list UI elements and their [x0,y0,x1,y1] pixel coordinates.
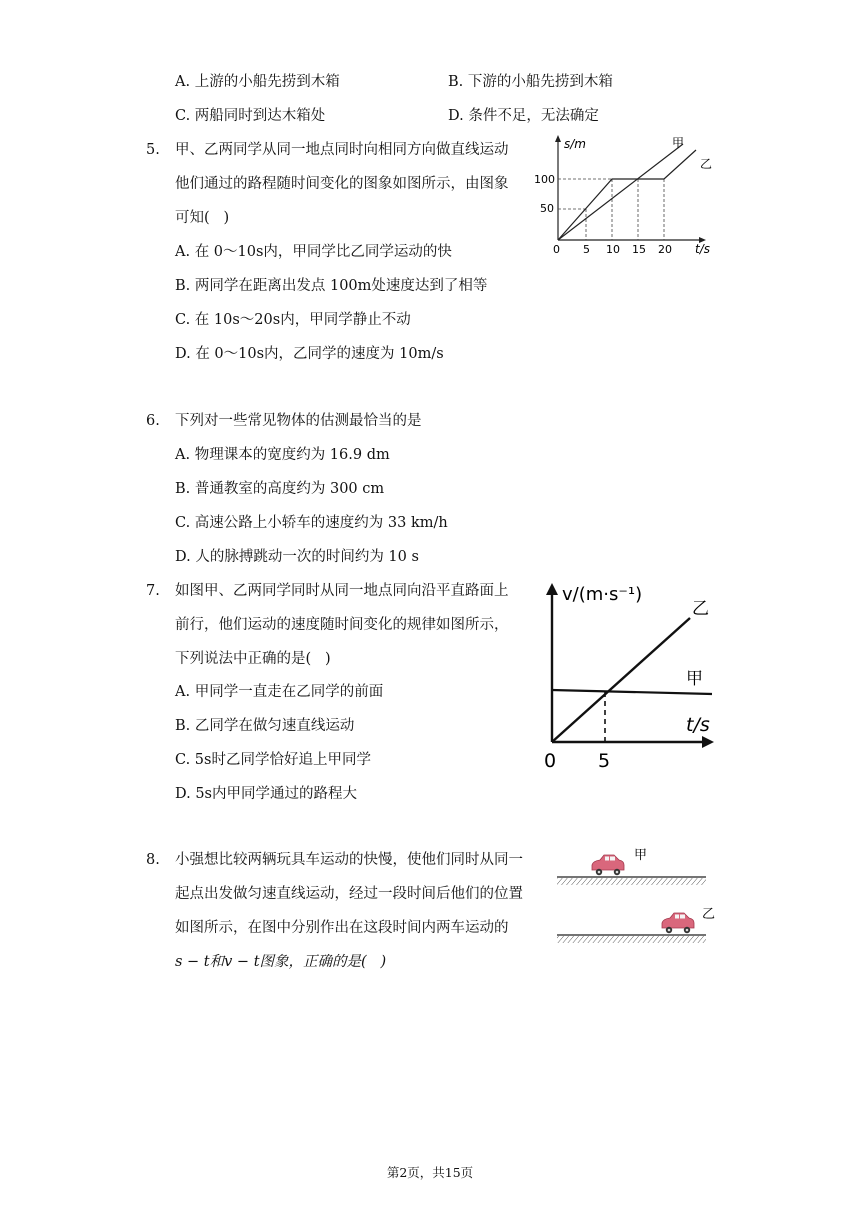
q4-option-d: D. 条件不足，无法确定 [448,108,599,124]
q7-ylabel: v/(m·s⁻¹) [562,584,643,605]
q8-stem-line3: 如图所示，在图中分别作出在这段时间内两车运动的 [175,920,509,936]
q8-cars-figure [554,840,720,946]
q5-xlabel: t/s [695,242,710,256]
q7-line-yi [552,618,690,742]
q5-ytick-50: 50 [540,202,554,215]
q7-option-b: B. 乙同学在做匀速直线运动 [175,718,355,734]
q6-option-d: D. 人的脉搏跳动一次的时间约为 10 s [175,549,419,565]
q7-x-arrow-icon [702,736,714,748]
q5-stem-line3: 可知( ) [175,210,230,226]
q5-xtick-15: 15 [632,243,646,256]
q7-label-yi: 乙 [692,599,709,619]
q7-xtick-5: 5 [598,750,611,772]
q6-stem: 下列对一些常见物体的估测最恰当的是 [175,413,422,429]
q4-option-b: B. 下游的小船先捞到木箱 [448,74,613,90]
q6-number: 6. [146,413,160,429]
q7-stem-line1: 如图甲、乙两同学同时从同一地点同向沿平直路面上 [175,583,509,599]
q5-y-arrow-icon [555,135,561,142]
q8-road-hatch-2 [557,936,706,943]
q6-option-c: C. 高速公路上小轿车的速度约为 33 km/h [175,515,448,531]
page-footer: 第2页，共15页 [386,1165,474,1180]
q7-origin-label: 0 [544,750,557,772]
q8-stem-line2: 起点出发做匀速直线运动，经过一段时间后他们的位置 [175,886,523,902]
q5-option-d: D. 在 0～10s内，乙同学的速度为 10m/s [175,346,444,362]
q5-line-jia [558,150,696,240]
q4-option-c: C. 两船同时到达木箱处 [175,108,326,124]
q5-xtick-0: 0 [553,243,560,256]
q7-y-arrow-icon [546,583,558,595]
q6-option-b: B. 普通教室的高度约为 300 cm [175,481,385,497]
q5-xtick-20: 20 [658,243,672,256]
q8-road-hatch-1 [557,878,706,885]
q7-vt-graph [536,578,720,774]
q7-option-d: D. 5s内甲同学通过的路程大 [175,786,357,802]
q5-xtick-10: 10 [606,243,620,256]
q5-xtick-5: 5 [583,243,590,256]
q5-stem-line1: 甲、乙两同学从同一地点同时向相同方向做直线运动 [175,142,509,158]
q7-option-a: A. 甲同学一直走在乙同学的前面 [175,684,384,700]
q7-number: 7. [146,583,160,599]
q5-number: 5. [146,142,160,158]
q5-ylabel: s/m [564,137,586,151]
q7-xlabel: t/s [686,714,710,736]
q5-label-jia: 甲 [672,136,685,150]
q5-option-c: C. 在 10s～20s内，甲同学静止不动 [175,312,411,328]
q7-stem-line3: 下列说法中正确的是( ) [175,651,331,667]
q4-option-a: A. 上游的小船先捞到木箱 [175,74,340,90]
q8-label-jia: 甲 [634,848,648,863]
q5-ytick-100: 100 [534,173,555,186]
q8-label-yi: 乙 [702,907,716,922]
q5-option-b: B. 两同学在距离出发点 100m处速度达到了相等 [175,278,488,294]
q7-line-jia [552,690,712,694]
q5-option-a: A. 在 0～10s内，甲同学比乙同学运动的快 [175,244,452,260]
q5-stem-line2: 他们通过的路程随时间变化的图象如图所示，由图象 [175,176,509,192]
q7-option-c: C. 5s时乙同学恰好追上甲同学 [175,752,371,768]
q8-number: 8. [146,852,160,868]
q8-car-yi-icon [662,913,694,933]
q8-stem-line4: s − t和v − t图象，正确的是( ) [175,954,387,970]
q7-label-jia: 甲 [686,669,703,689]
q7-stem-line2: 前行，他们运动的速度随时间变化的规律如图所示， [175,617,509,633]
q5-st-graph [528,128,723,256]
q5-label-yi: 乙 [700,157,713,171]
q8-car-jia-icon [592,855,624,875]
q8-stem-line1: 小强想比较两辆玩具车运动的快慢，使他们同时从同一 [175,852,523,868]
q6-option-a: A. 物理课本的宽度约为 16.9 dm [175,447,390,463]
